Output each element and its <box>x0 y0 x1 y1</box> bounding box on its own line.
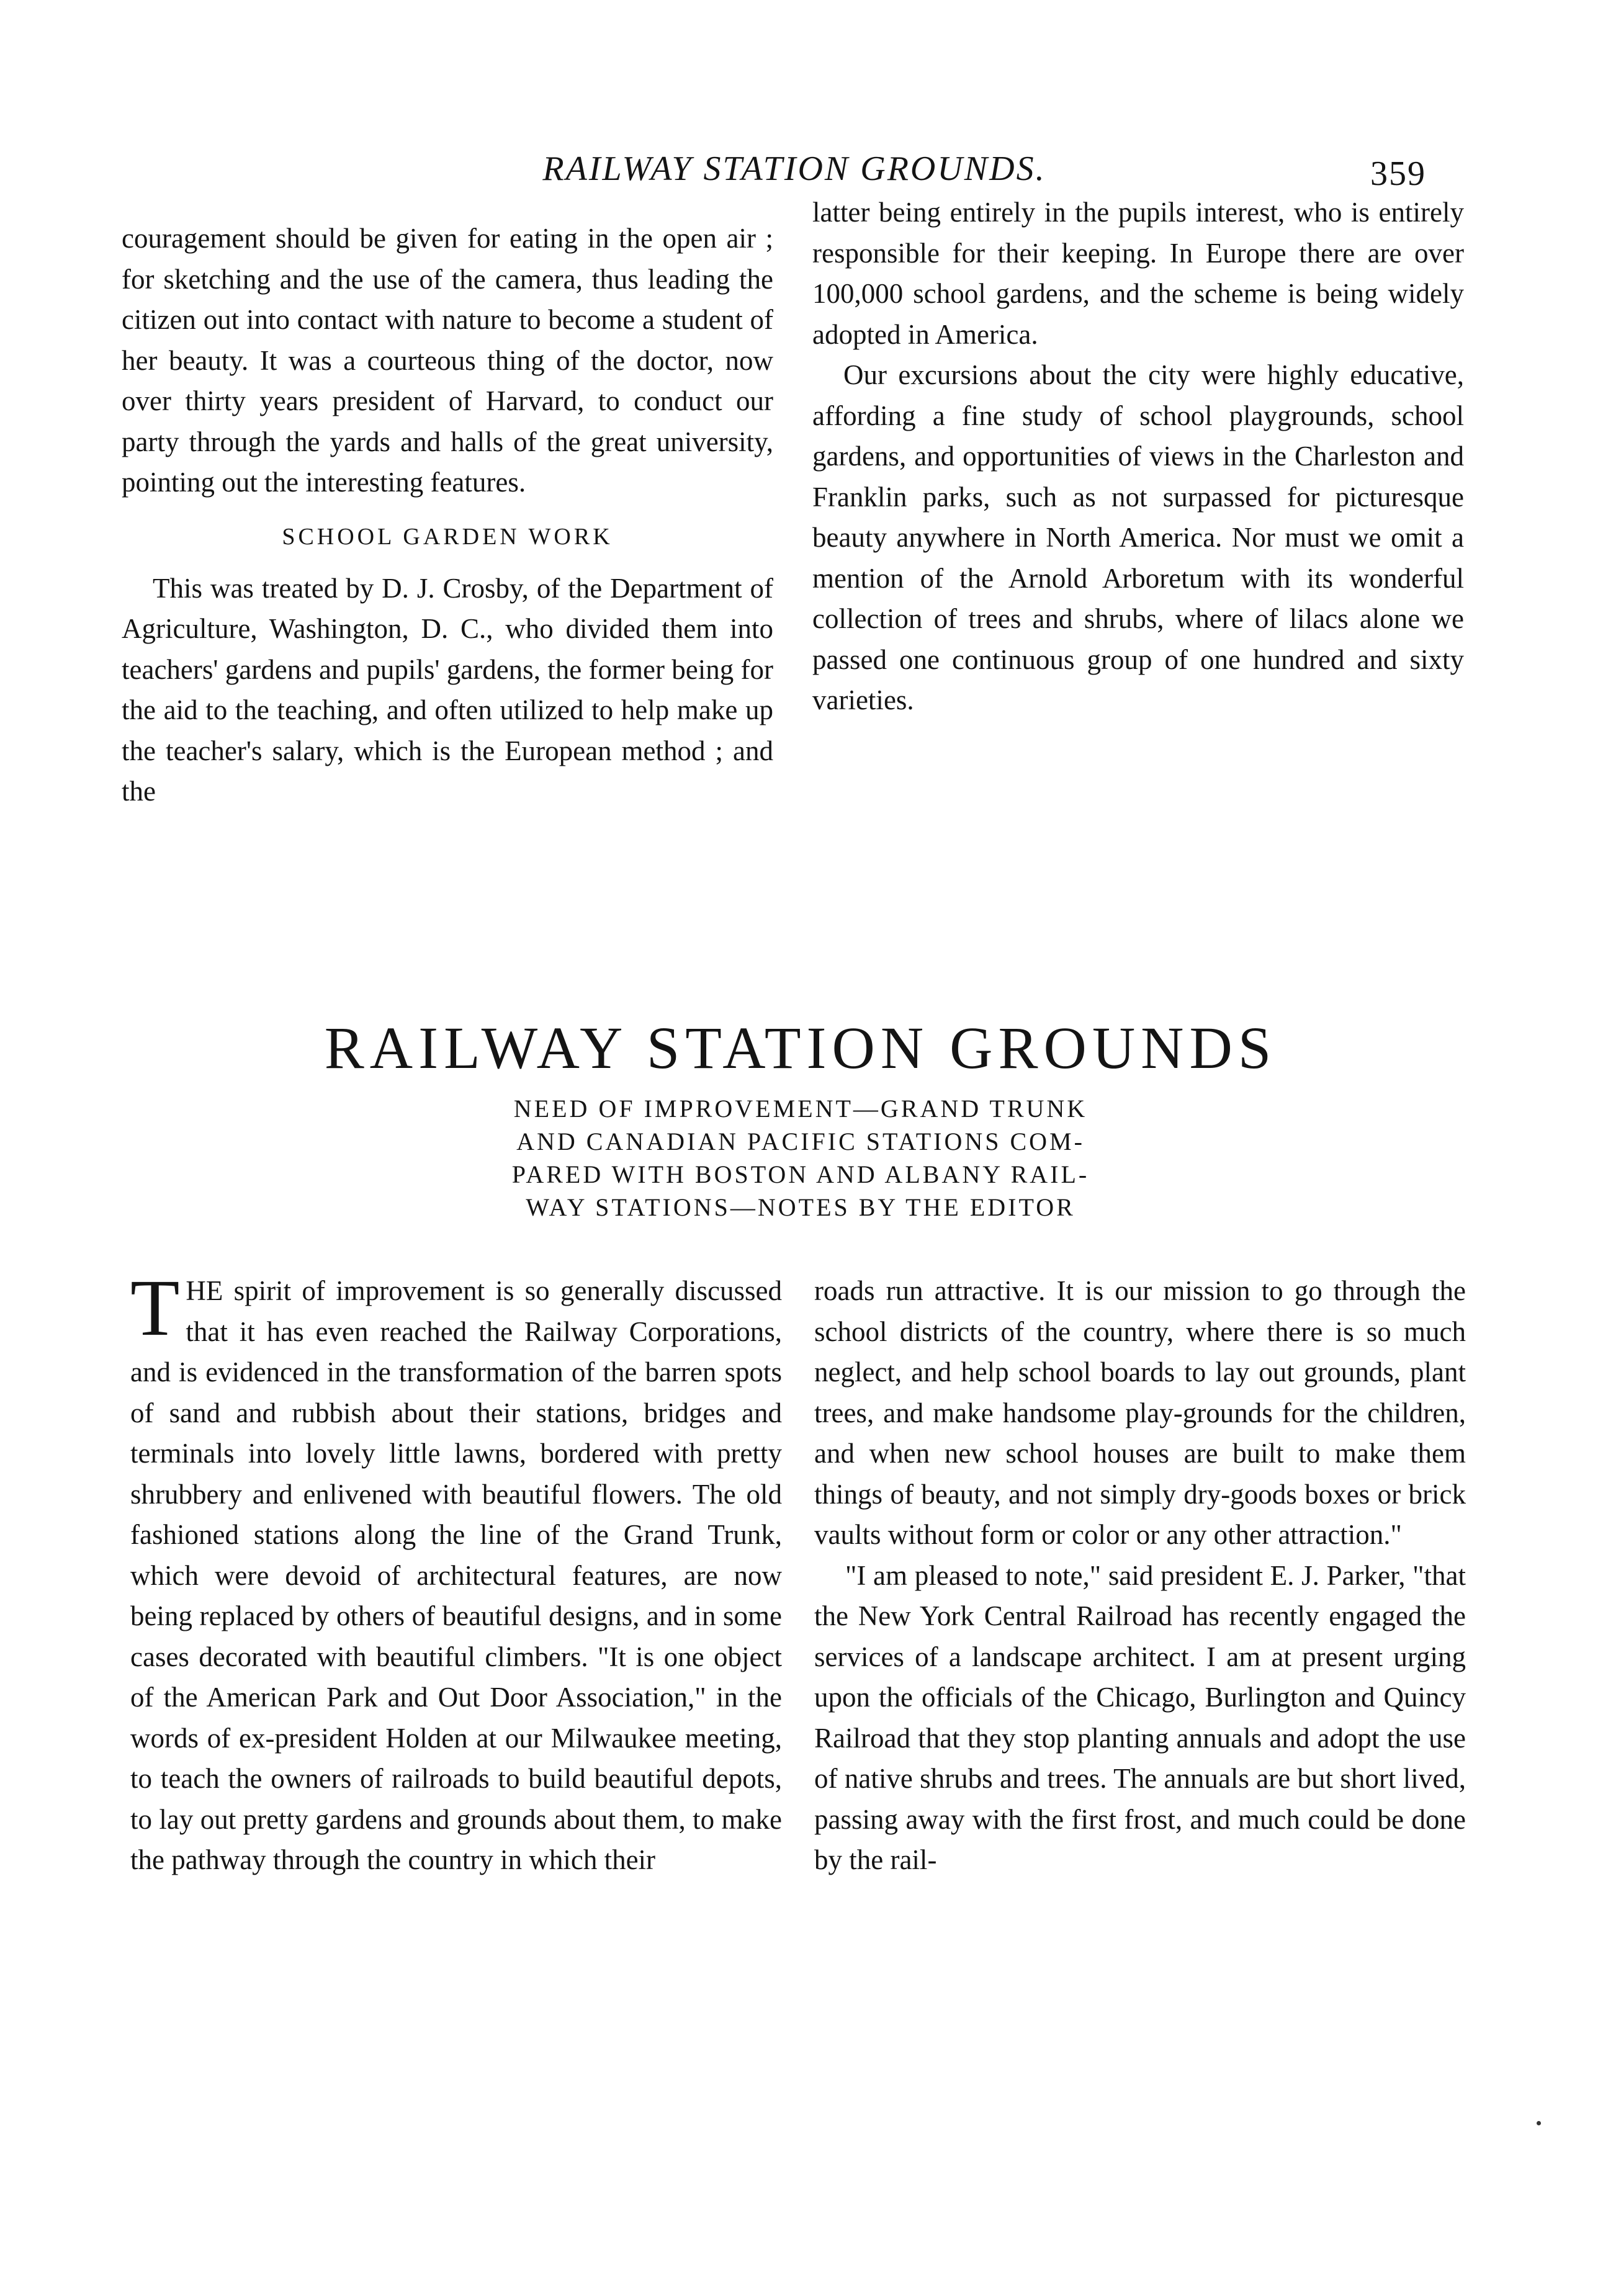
paragraph-spirit-of-improvement <box>130 1263 782 1881</box>
left-top-column <box>122 218 773 812</box>
right-top-column <box>812 192 1464 721</box>
paragraph-roads-run-attractive: roads run attractive. It is our mission to go through the school districts of the country, where there is so much neglect, and help school boards to lay out grounds, plant trees, and make handsome play-grounds for the children, and when new school houses are built to make them things of beauty, and not simply dry-goods boxes or brick vaults without form or color or any other attraction." <box>814 1275 1466 1550</box>
article-left-column <box>130 1263 782 1881</box>
subtitle-line-2: AND CANADIAN PACIFIC STATIONS COM- <box>516 1128 1085 1155</box>
article-right-column <box>814 1271 1466 1881</box>
subtitle-line-4: WAY STATIONS—NOTES BY THE EDITOR <box>526 1193 1075 1221</box>
subtitle-line-1: NEED OF IMPROVEMENT—GRAND TRUNK <box>513 1095 1088 1123</box>
running-head: RAILWAY STATION GROUNDS. <box>542 150 1046 188</box>
subtitle-line-3: PARED WITH BOSTON AND ALBANY RAIL- <box>511 1160 1090 1188</box>
paragraph-excursions: Our excursions about the city were highly educative, affording a fine study of school playgrounds, school gardens, and opportunities of views in the Charleston and Franklin parks, such as not surpassed for picturesque beauty anywhere in North America. Nor must we omit a mention of the Arnold Arboretum with its wonderful collection of trees and shrubs, where of lilacs alone we passed one continuous group of one hundred and sixty varieties. <box>812 359 1464 715</box>
section-heading-school-garden-work: SCHOOL GARDEN WORK <box>282 523 613 550</box>
drop-cap: T <box>130 1263 180 1353</box>
page-number: 359 <box>1370 155 1426 193</box>
article-title: RAILWAY STATION GROUNDS <box>324 1015 1277 1081</box>
paragraph-parker-quote: "I am pleased to note," said president E. J. Parker, "that the New York Central Railroad has recently engaged the services of a landscape architect. I am at present urging upon the officials of the Chicago, Burlington and Quincy Railroad that they stop planting annuals and adopt the use of native shrubs and trees. The annuals are but short lived, passing away with the first frost, and much could be done by the rail- <box>814 1559 1466 1875</box>
paragraph-crosby: This was treated by D. J. Crosby, of the Department of Agriculture, Washington, D. C., who divided them into teachers' gardens and pupils' gardens, the former being for the aid to the teaching, and often utilized to help make up the teacher's salary, which is the European method ; and the <box>122 572 773 807</box>
paragraph-spirit-text: HE spirit of improvement is so generally discussed that it has even reached the Railway Corporations, and is evidenced in the transformation of the barren spots of sand and rubbish about their stations, bridges and terminals into lovely little lawns, bordered with pretty shrubbery and enlivened with beautiful flowers. The old fashioned stations along the line of the Grand Trunk, which were devoid of architectural features, are now being replaced by others of beautiful designs, and in some cases decorated with beautiful climbers. "It is one object of the American Park and Out Door Association," in the words of ex-president Holden at our Milwaukee meeting, to teach the owners of railroads to build beautiful depots, to lay out pretty gardens and grounds about them, to make the pathway through the country in which their <box>130 1275 782 1875</box>
paragraph-open-air: couragement should be given for eating in the open air ; for sketching and the use of the camera, thus leading the citizen out into contact with nature to become a student of her beauty. It was a courteous thing of the doctor, now over thirty years president of Harvard, to conduct our party through the yards and halls of the great university, pointing out the interesting features. <box>122 223 773 498</box>
paragraph-pupils-interest: latter being entirely in the pupils interest, who is entirely responsible for their keeping. In Europe there are over 100,000 school gardens, and the scheme is being widely adopted in America. <box>812 197 1464 350</box>
article-subtitle <box>372 1092 1229 1224</box>
ink-speck <box>1537 2121 1541 2125</box>
